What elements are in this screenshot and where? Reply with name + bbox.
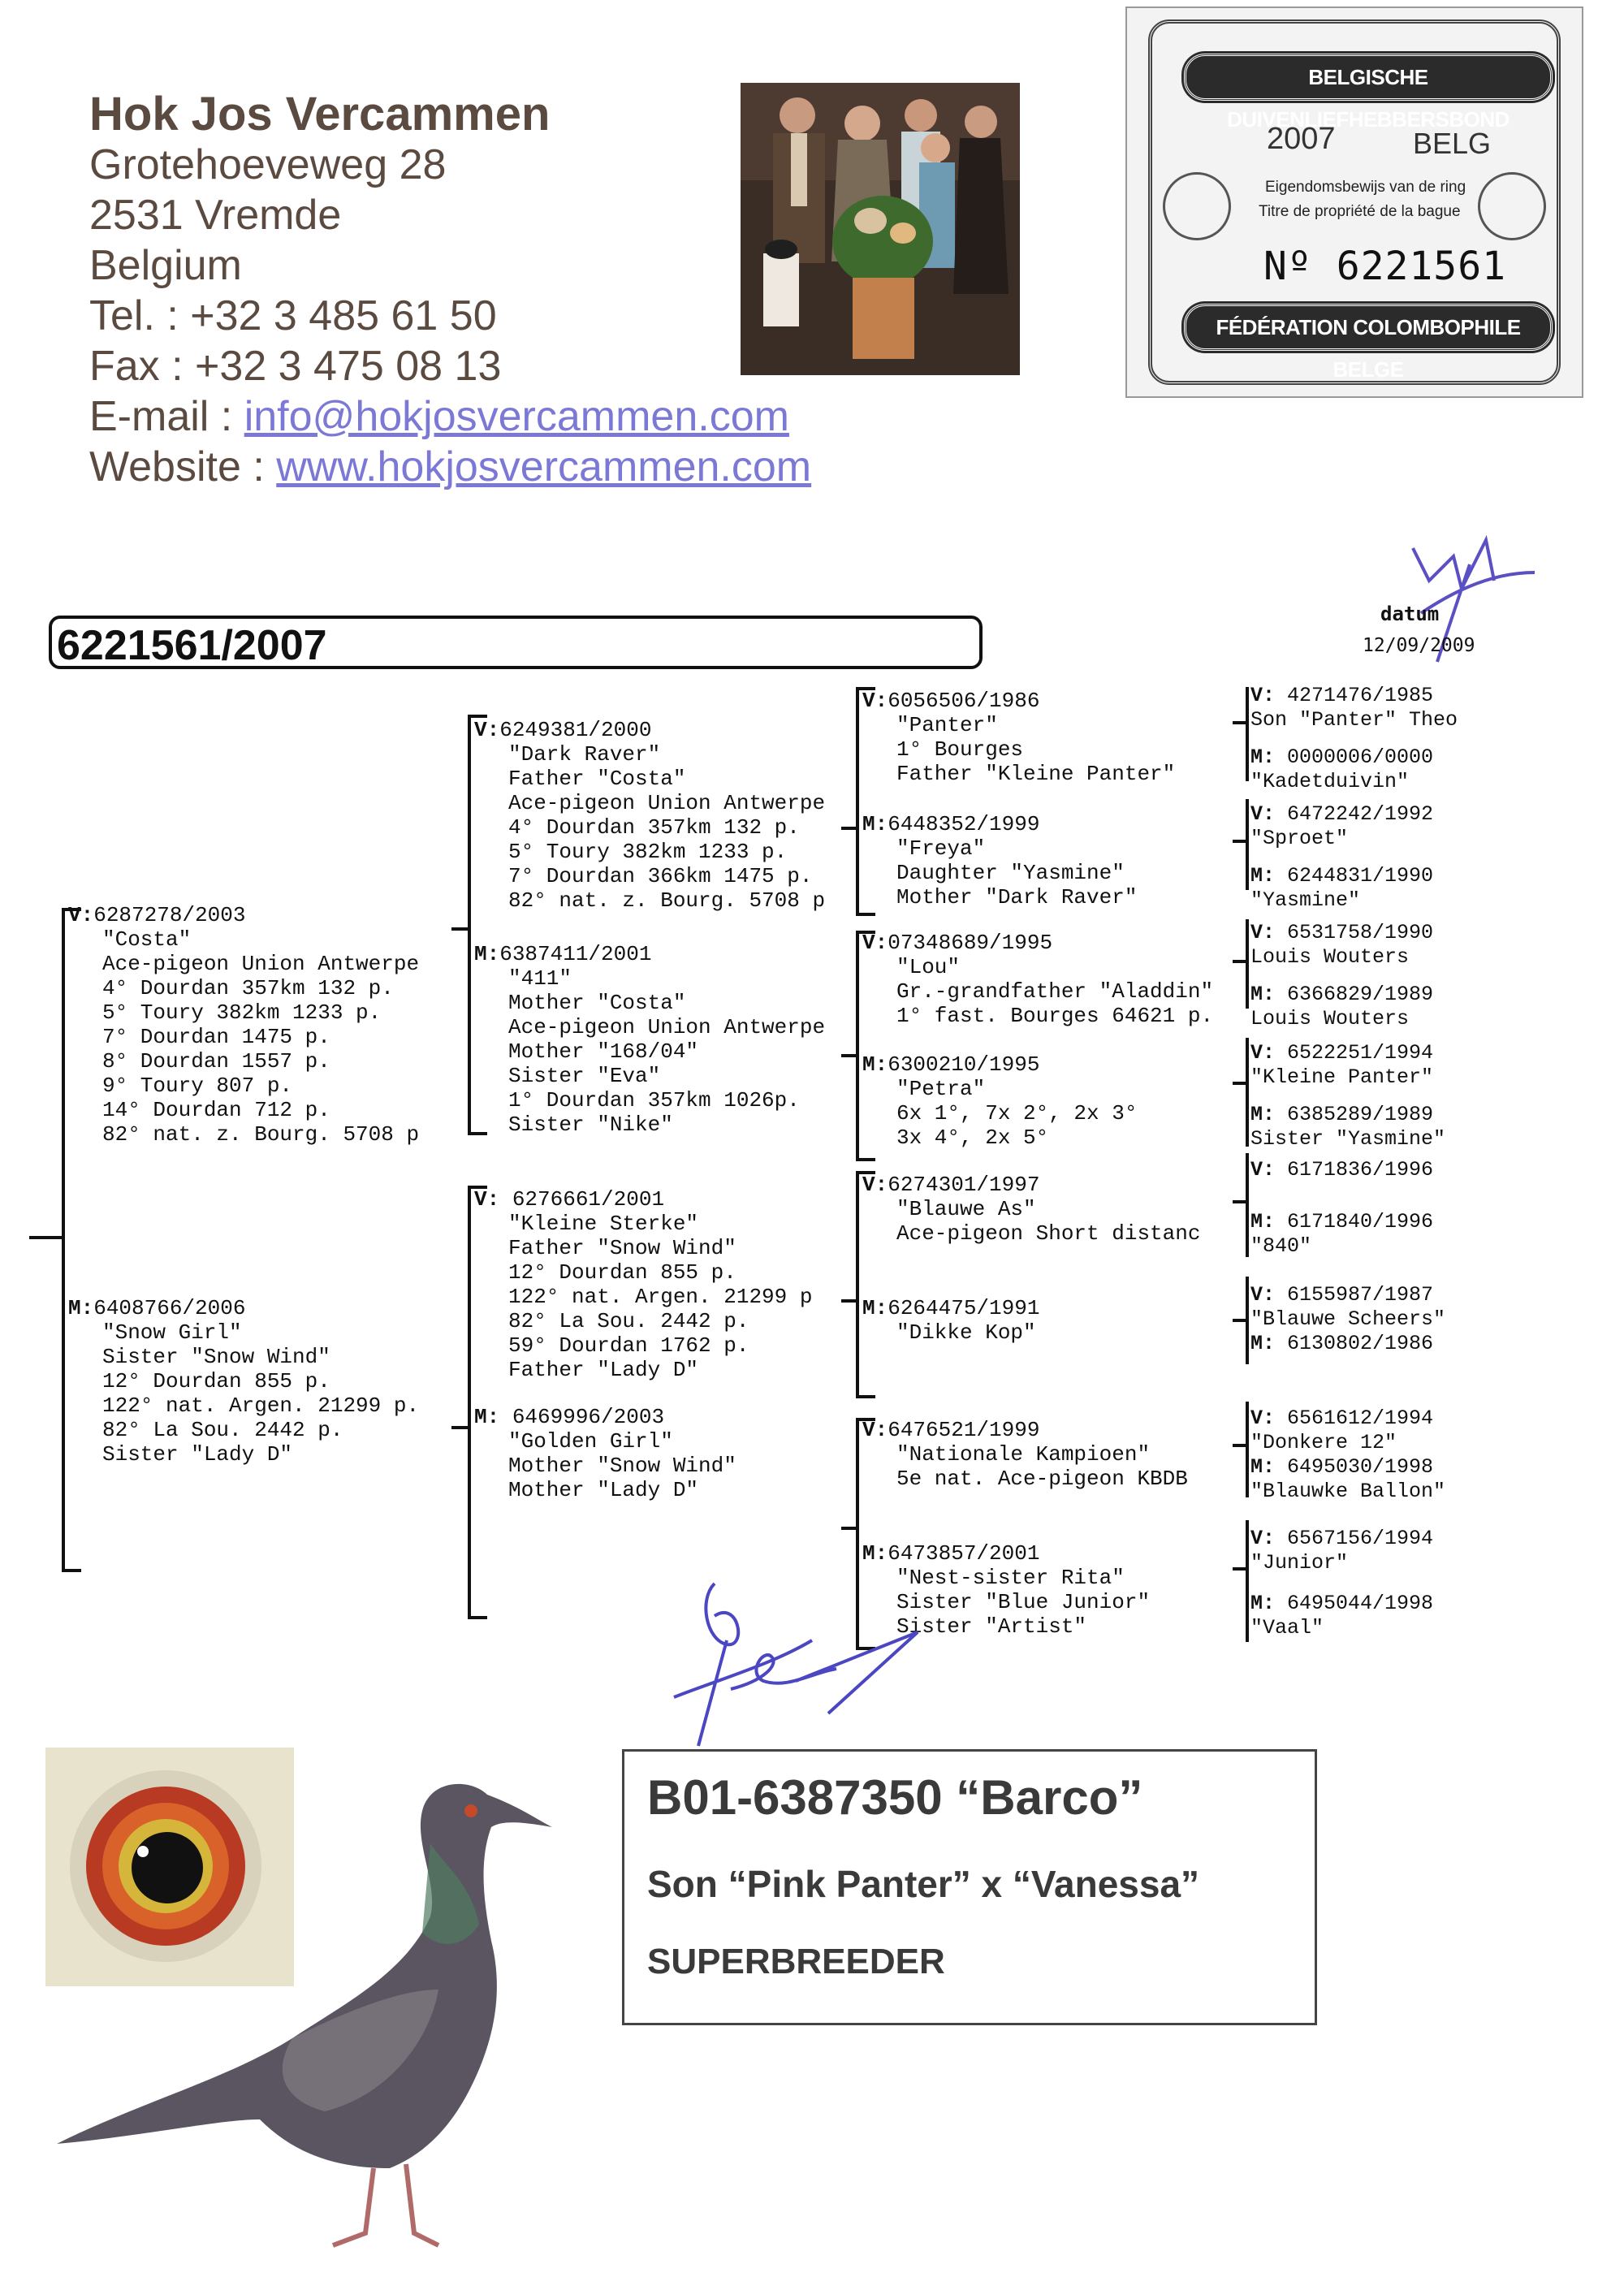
parent-role-marker: V: [1250, 1406, 1276, 1430]
gen4-bracket-2 [1246, 799, 1249, 890]
parent-role-marker: V: [1250, 921, 1276, 944]
gen4-bracket-7 [1246, 1402, 1249, 1497]
entry-detail-line: "Blauwe Scheers" [1250, 1307, 1446, 1331]
gen4-dam-entry [1250, 745, 1433, 793]
entry-ring-line [68, 903, 419, 927]
gen3-dam-entry [862, 1052, 1137, 1150]
ring-number-text: 6495030/1998 [1275, 1455, 1434, 1479]
entry-detail-line: "Donkere 12" [1250, 1430, 1397, 1454]
entry-detail-line: 82° La Sou. 2442 p. [508, 1309, 749, 1333]
ring-number-text: 6056506/1986 [888, 689, 1040, 713]
gen4-sire-entry [1250, 802, 1433, 850]
parent-role-marker: M: [1250, 983, 1276, 1006]
entry-detail-line: Father "Kleine Panter" [896, 762, 1176, 786]
breeder-name: Hok Jos Vercammen [89, 88, 551, 140]
gen4-bracket-5 [1246, 1153, 1249, 1257]
parent-role-marker: V: [1250, 1158, 1276, 1182]
ring-country: BELG [1413, 127, 1492, 160]
entry-detail-line: Louis Wouters [1250, 1006, 1410, 1030]
group-photo-image [741, 83, 1020, 375]
entry-ring-line [1250, 1527, 1433, 1551]
gen1-sire-entry [68, 903, 419, 1147]
entry-detail-line: Sister "Snow Wind" [102, 1345, 330, 1369]
gen2-dam-entry [474, 1405, 736, 1502]
ring-number-text: 6567156/1994 [1275, 1527, 1434, 1550]
website-link[interactable]: www.hokjosvercammen.com [276, 443, 812, 490]
entry-detail-line: Father "Costa" [508, 767, 686, 791]
bird-parents: Son “Pink Panter” x “Vanessa” [647, 1863, 1200, 1905]
entry-detail-line: "Nationale Kampioen" [896, 1442, 1151, 1467]
parent-role-marker: V: [474, 718, 500, 742]
parent-role-marker: V: [1250, 802, 1276, 826]
ring-number-text: 6274301/1997 [888, 1173, 1040, 1197]
entry-detail-line: Father "Snow Wind" [508, 1236, 736, 1260]
parent-role-marker: V: [1250, 684, 1276, 707]
entry-detail-line: "Yasmine" [1250, 888, 1361, 912]
parent-role-marker: M: [1250, 1455, 1276, 1479]
entry-detail-line: 82° nat. z. Bourg. 5708 p [508, 888, 826, 913]
entry-detail-line: Ace-pigeon Union Antwerpe [102, 952, 420, 976]
gen4-sire-entry [1250, 1158, 1433, 1182]
ring-number-text: 6287278/2003 [93, 903, 246, 927]
pigeon-photo [49, 1746, 577, 2266]
entry-detail-line: 12° Dourdan 855 p. [508, 1260, 736, 1285]
gen4-sire-entry [1250, 921, 1433, 969]
entry-detail-line: Mother "168/04" [508, 1039, 699, 1064]
parent-role-marker: M: [68, 1296, 94, 1320]
parent-role-marker: V: [862, 689, 888, 713]
entry-ring-line [68, 1296, 419, 1320]
entry-detail-line: Mother "Snow Wind" [508, 1454, 736, 1478]
ring-number-text: 6300210/1995 [888, 1052, 1040, 1077]
entry-detail-line: 8° Dourdan 1557 p. [102, 1049, 330, 1074]
entry-detail-line: Ace-pigeon Union Antwerpe [508, 791, 826, 815]
entry-detail-line: "Costa" [102, 927, 192, 952]
gen3-dam-entry [862, 1296, 1039, 1345]
entry-ring-line [1250, 1592, 1433, 1616]
entry-ring-line [1250, 1103, 1445, 1127]
entry-detail-line: 59° Dourdan 1762 p. [508, 1333, 749, 1358]
address-country: Belgium [89, 242, 242, 289]
entry-detail-line: Father "Lady D" [508, 1358, 699, 1382]
ring-number-text: 6408766/2006 [93, 1296, 246, 1320]
entry-detail-line: "411" [508, 966, 572, 991]
entry-detail-line: "Lou" [896, 955, 961, 979]
ring-number-text: 6244831/1990 [1275, 864, 1434, 888]
ring-number-text: 6387411/2001 [499, 942, 652, 966]
entry-detail-line: "Vaal" [1250, 1615, 1324, 1640]
entry-detail-line: 1° Bourges [896, 737, 1024, 762]
gen1-sire-connector [451, 927, 469, 931]
ring-number: Nº 6221561 [1263, 244, 1506, 289]
fax-number: Fax : +32 3 475 08 13 [89, 343, 502, 390]
entry-ring-line [1250, 684, 1458, 708]
gen3-sire-entry [862, 689, 1175, 786]
entry-detail-line: 7° Dourdan 1475 p. [102, 1025, 330, 1049]
root-connector-line [29, 1236, 63, 1239]
entry-detail-line: "Sproet" [1250, 826, 1349, 850]
gen4-bracket-6 [1246, 1277, 1249, 1364]
parent-role-marker: M: [1250, 745, 1276, 769]
entry-detail-line: 3x 4°, 2x 5° [896, 1126, 1049, 1150]
gen4-dam-entry [1250, 1210, 1433, 1258]
group-photo [741, 83, 1020, 375]
website-label: Website : [89, 443, 277, 490]
entry-detail-line: "Junior" [1250, 1550, 1349, 1575]
entry-ring-line [474, 1187, 812, 1212]
ring-number-text: 6473857/2001 [888, 1541, 1040, 1566]
gen1-dam-connector [451, 1426, 469, 1429]
gen4-sire-entry [1250, 1527, 1433, 1575]
entry-detail-line: Ace-pigeon Short distanc [896, 1221, 1201, 1246]
ring-number-text: 6448352/1999 [888, 812, 1040, 836]
entry-detail-line: "Kleine Panter" [1250, 1065, 1434, 1089]
entry-ring-line [1250, 1210, 1433, 1234]
entry-ring-line [1250, 1455, 1445, 1480]
entry-detail-line: "Panter" [896, 713, 998, 737]
ring-number-text: 6366829/1989 [1275, 983, 1434, 1006]
gen4-dam-entry [1250, 1455, 1445, 1503]
gen2-sire-entry [474, 1187, 812, 1382]
entry-detail-line: "Kadetduivin" [1250, 769, 1410, 793]
entry-detail-line: 5° Toury 382km 1233 p. [508, 840, 788, 864]
entry-detail-line: Sister "Eva" [508, 1064, 661, 1088]
entry-detail-line: Sister "Artist" [896, 1614, 1087, 1639]
ring-number-text: 6155987/1987 [1275, 1283, 1434, 1307]
gen4-dam-entry [1250, 983, 1433, 1030]
entry-detail-line: Louis Wouters [1250, 944, 1410, 969]
ring-number-text: 6522251/1994 [1275, 1041, 1434, 1065]
gen4-sire-entry [1250, 1406, 1433, 1454]
entry-ring-line [1250, 1406, 1433, 1431]
entry-detail-line: "840" [1250, 1234, 1312, 1258]
entry-detail-line: 7° Dourdan 366km 1475 p. [508, 864, 813, 888]
entry-detail-line: Sister "Blue Junior" [896, 1590, 1151, 1614]
ring-number-text: 6249381/2000 [499, 718, 652, 742]
entry-detail-line: "Nest-sister Rita" [896, 1566, 1125, 1590]
gen4-sire-entry [1250, 684, 1458, 732]
ring-number-text: 4271476/1985 [1275, 684, 1434, 707]
entry-detail-line: 82° nat. z. Bourg. 5708 p [102, 1122, 420, 1147]
entry-ring-line [1250, 1041, 1433, 1065]
entry-ring-line [1250, 802, 1433, 827]
datum-value: 12/09/2009 [1363, 635, 1475, 656]
entry-detail-line: Mother "Costa" [508, 991, 686, 1015]
parent-role-marker: M: [1250, 1210, 1276, 1234]
entry-detail-line: "Dark Raver" [508, 742, 661, 767]
gen1-dam-entry [68, 1296, 419, 1467]
parent-role-marker: V: [862, 1418, 888, 1442]
email-row [89, 391, 811, 442]
parent-role-marker: V: [1250, 1041, 1276, 1065]
ring-card-bottom-band: FÉDÉRATION COLOMBOPHILE BELGE [1184, 304, 1553, 351]
parent-role-marker: V: [68, 903, 94, 927]
entry-detail-line: Gr.-grandfather "Aladdin" [896, 979, 1214, 1004]
parent-role-marker: V: [1250, 1527, 1276, 1550]
entry-detail-line: 5e nat. Ace-pigeon KBDB [896, 1467, 1188, 1491]
ring-number-text: 6130802/1986 [1275, 1332, 1434, 1355]
parent-role-marker: M: [862, 1052, 888, 1077]
ring-ownership-text-fr: Titre de propriété de la bague [1259, 203, 1461, 220]
parent-role-marker: M: [474, 942, 500, 966]
parent-role-marker: M: [862, 1541, 888, 1566]
gen4-sire-entry [1250, 1283, 1445, 1331]
entry-ring-line [1250, 745, 1433, 770]
ring-number-text: 6171836/1996 [1275, 1158, 1434, 1182]
gen3-dam-entry [862, 812, 1137, 910]
parent-role-marker: V: [474, 1187, 500, 1212]
entry-detail-line: Mother "Dark Raver" [896, 885, 1138, 910]
entry-detail-line: "Freya" [896, 836, 986, 861]
entry-detail-line: "Blauwke Ballon" [1250, 1479, 1446, 1503]
parent-role-marker: M: [862, 1296, 888, 1320]
gen4-bracket-1 [1246, 687, 1249, 781]
gen4-dam-entry [1250, 1332, 1433, 1356]
entry-ring-line [1250, 864, 1433, 888]
parent-role-marker: M: [1250, 1592, 1276, 1615]
entry-ring-line [862, 689, 1175, 713]
entry-detail-line: 1° fast. Bourges 64621 p. [896, 1004, 1214, 1028]
entry-ring-line [1250, 1283, 1445, 1307]
gen2-sire-entry [474, 718, 825, 913]
ring-number-text: 6472242/1992 [1275, 802, 1434, 826]
bird-label: SUPERBREEDER [647, 1942, 945, 1981]
ring-number-text: 6264475/1991 [888, 1296, 1040, 1320]
signature-mark-bottom [650, 1567, 958, 1762]
entry-detail-line: 4° Dourdan 357km 132 p. [102, 976, 394, 1000]
datum-label: datum [1380, 603, 1440, 625]
ring-number-text: 6276661/2001 [499, 1187, 665, 1212]
address-city: 2531 Vremde [89, 192, 342, 239]
entry-ring-line [862, 1418, 1188, 1442]
entry-ring-line [862, 1173, 1200, 1197]
parent-role-marker: M: [862, 812, 888, 836]
ring-number-text: 6171840/1996 [1275, 1210, 1434, 1234]
parent-role-marker: M: [474, 1405, 500, 1429]
ring-number-text: 0000006/0000 [1275, 745, 1434, 769]
phone-number: Tel. : +32 3 485 61 50 [89, 292, 497, 339]
entry-detail-line: Mother "Lady D" [508, 1478, 699, 1502]
ring-year: 2007 [1267, 122, 1336, 156]
gen3-sire-entry [862, 1418, 1188, 1491]
email-link[interactable]: info@hokjosvercammen.com [244, 393, 789, 440]
ring-number-text: 6495044/1998 [1275, 1592, 1434, 1615]
website-row [89, 442, 811, 492]
pedigree-title: 6221561/2007 [49, 616, 983, 669]
entry-detail-line: 82° La Sou. 2442 p. [102, 1418, 343, 1442]
entry-detail-line: "Blauwe As" [896, 1197, 1036, 1221]
breeder-contact-block [89, 89, 811, 492]
gen4-dam-entry [1250, 1103, 1445, 1151]
gen3-sire-entry [862, 931, 1213, 1028]
ring-card-top-band: BELGISCHE DUIVENLIEFHEBBERSBOND [1184, 54, 1553, 101]
parent-role-marker: V: [862, 931, 888, 955]
entry-ring-line [862, 1052, 1137, 1077]
entry-detail-line: 4° Dourdan 357km 132 p. [508, 815, 800, 840]
parent-role-marker: M: [1250, 864, 1276, 888]
gen2-dam-entry [474, 942, 825, 1137]
crown-emblem-icon [1478, 172, 1546, 240]
ring-ownership-text-nl: Eigendomsbewijs van de ring [1265, 179, 1466, 196]
ring-number-text: 6476521/1999 [888, 1418, 1040, 1442]
parent-role-marker: V: [1250, 1283, 1276, 1307]
entry-ring-line [1250, 921, 1433, 945]
entry-detail-line: 122° nat. Argen. 21299 p. [102, 1393, 420, 1418]
entry-ring-line [474, 718, 825, 742]
entry-ring-line [862, 812, 1137, 836]
entry-ring-line [862, 1541, 1150, 1566]
entry-detail-line: "Dikke Kop" [896, 1320, 1036, 1345]
gen4-bracket-4 [1246, 1038, 1249, 1147]
entry-detail-line: 14° Dourdan 712 p. [102, 1098, 330, 1122]
ring-number-text: 6531758/1990 [1275, 921, 1434, 944]
entry-detail-line: "Snow Girl" [102, 1320, 242, 1345]
entry-detail-line: "Kleine Sterke" [508, 1212, 699, 1236]
parent-role-marker: M: [1250, 1332, 1276, 1355]
left-emblem-icon [1163, 172, 1231, 240]
entry-detail-line: Ace-pigeon Union Antwerpe [508, 1015, 826, 1039]
entry-detail-line: 9° Toury 807 p. [102, 1074, 293, 1098]
gen4-dam-entry [1250, 1592, 1433, 1640]
ring-number-text: 6561612/1994 [1275, 1406, 1434, 1430]
entry-ring-line [862, 931, 1213, 955]
gen3-sire-entry [862, 1173, 1200, 1246]
ring-number-text: 6469996/2003 [499, 1405, 665, 1429]
entry-ring-line [1250, 1158, 1433, 1182]
gen4-bracket-3 [1246, 919, 1249, 1009]
entry-ring-line [1250, 1332, 1433, 1356]
entry-detail-line: Sister "Yasmine" [1250, 1126, 1446, 1151]
entry-detail-line: 12° Dourdan 855 p. [102, 1369, 330, 1393]
ring-number-text: 6385289/1989 [1275, 1103, 1434, 1126]
entry-detail-line: Daughter "Yasmine" [896, 861, 1125, 885]
entry-detail-line: "Petra" [896, 1077, 986, 1101]
entry-detail-line: 1° Dourdan 357km 1026p. [508, 1088, 800, 1113]
entry-detail-line: Son "Panter" Theo [1250, 707, 1458, 732]
entry-detail-line: 122° nat. Argen. 21299 p [508, 1285, 813, 1309]
gen4-dam-entry [1250, 864, 1433, 912]
entry-ring-line [474, 1405, 736, 1429]
bird-info-box [622, 1749, 1317, 2025]
entry-detail-line: Sister "Nike" [508, 1113, 673, 1137]
gen4-bracket-8 [1246, 1520, 1249, 1642]
entry-ring-line [1250, 983, 1433, 1007]
entry-detail-line: 6x 1°, 7x 2°, 2x 3° [896, 1101, 1138, 1126]
ring-ownership-card [1125, 6, 1583, 398]
bird-ring-name: B01-6387350 “Barco” [647, 1770, 1143, 1825]
parent-role-marker: V: [862, 1173, 888, 1197]
entry-detail-line: "Golden Girl" [508, 1429, 673, 1454]
entry-detail-line: 5° Toury 382km 1233 p. [102, 1000, 382, 1025]
gen4-sire-entry [1250, 1041, 1433, 1089]
ring-number-text: 07348689/1995 [888, 931, 1053, 955]
address-street: Grotehoeveweg 28 [89, 141, 447, 188]
parent-role-marker: M: [1250, 1103, 1276, 1126]
entry-detail-line: Sister "Lady D" [102, 1442, 293, 1467]
email-label: E-mail : [89, 393, 244, 440]
entry-ring-line [474, 942, 825, 966]
entry-ring-line [862, 1296, 1039, 1320]
